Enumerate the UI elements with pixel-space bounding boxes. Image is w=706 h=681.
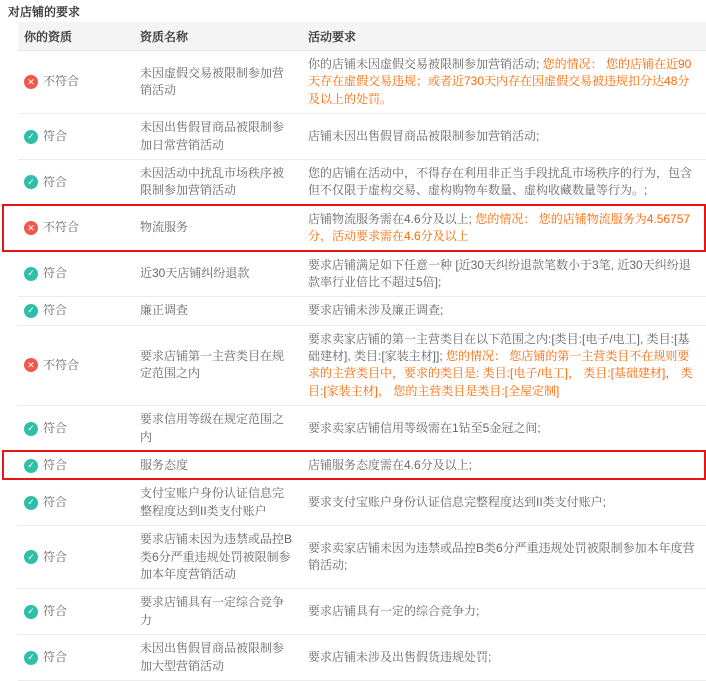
store-requirements-table [18, 22, 706, 681]
status-cell [18, 302, 140, 319]
qualification-name: 要求店铺具有一定综合竞争力 [140, 595, 285, 627]
qualification-name: 未因虚假交易被限制参加营销活动 [140, 65, 285, 98]
status-label: 符合 [43, 303, 68, 318]
check-circle-icon: ✓ [24, 422, 38, 436]
status-label: 不符合 [43, 357, 80, 372]
table-row [18, 589, 706, 635]
requirement-text: 要求店铺具有一定的综合竞争力; [308, 604, 480, 619]
status-cell [18, 603, 140, 620]
activity-requirement [308, 302, 706, 319]
violation-detail-text: 您的情况： 您的店铺物流服务为4.56757分，活动要求需在4.6分及以上 [308, 211, 691, 244]
table-row [18, 114, 706, 160]
table-row [18, 160, 706, 206]
status-cell [18, 174, 140, 191]
status-cell [18, 549, 140, 566]
table-row [18, 480, 706, 526]
status-cell [18, 649, 140, 666]
table-row [18, 51, 706, 114]
requirement-text: 要求卖家店铺未因为违禁或品控B类6分严重违规处罚被限制参加本年度营销活动; [308, 540, 695, 573]
status-label: 符合 [43, 649, 68, 664]
status-label: 符合 [43, 128, 68, 143]
requirement-text: 要求卖家店铺的第一主营类目在以下范围之内:[类目:[电子/电工], 类目:[基础建材], 类目:[家装主材]]; [308, 331, 690, 364]
cross-circle-icon: ✕ [24, 358, 38, 372]
requirement-text: 要求店铺满足如下任意一种 [近30天纠纷退款笔数小于3笔, 近30天纠纷退款率行业倍比不超过5倍]; [308, 257, 691, 289]
check-circle-icon: ✓ [24, 175, 38, 189]
table-row [18, 297, 706, 325]
check-circle-icon: ✓ [24, 459, 38, 473]
column-header-activity-requirement: 活动要求 [308, 29, 357, 44]
status-label: 符合 [43, 604, 68, 619]
column-header-your-qualification: 你的资质 [24, 29, 73, 44]
requirement-text: 要求支付宝账户身份认证信息完整程度达到II类支付账户; [308, 495, 607, 510]
activity-requirement [308, 540, 706, 575]
status-label: 符合 [43, 266, 68, 281]
status-label: 符合 [43, 495, 68, 510]
activity-requirement [308, 494, 706, 511]
status-label: 不符合 [43, 74, 80, 89]
requirement-text: 要求店铺未涉及出售假货违规处罚; [308, 649, 492, 664]
check-circle-icon: ✓ [24, 651, 38, 665]
requirement-text: 店铺未因出售假冒商品被限制参加营销活动; [308, 128, 540, 143]
table-row [18, 452, 706, 480]
qualification-name: 近30天店铺纠纷退款 [140, 266, 250, 281]
cross-circle-icon: ✕ [24, 221, 38, 235]
check-circle-icon: ✓ [24, 605, 38, 619]
check-circle-icon: ✓ [24, 496, 38, 510]
activity-requirement [308, 257, 706, 292]
requirement-text: 您的店铺在活动中，不得存在利用非正当手段扰乱市场秩序的行为，包含但不仅限于虚构交易、虚构购物车数量、虚构收藏数量等行为。; [308, 165, 693, 198]
qualification-name: 未因出售假冒商品被限制参加大型营销活动 [140, 641, 285, 673]
requirement-text: 店铺物流服务需在4.6分及以上; [308, 211, 476, 226]
qualification-name: 未因活动中扰乱市场秩序被限制参加营销活动 [140, 165, 285, 198]
table-row [18, 252, 706, 298]
qualification-name: 要求店铺第一主营类目在规定范围之内 [140, 349, 285, 381]
cross-circle-icon: ✕ [24, 75, 38, 89]
status-label: 不符合 [43, 220, 80, 235]
activity-requirement [308, 331, 706, 401]
qualification-name: 服务态度 [140, 458, 189, 473]
page-title: 对店铺的要求 [8, 5, 81, 19]
check-circle-icon: ✓ [24, 130, 38, 144]
activity-requirement [308, 56, 706, 108]
column-header-qualification-name: 资质名称 [140, 29, 189, 44]
qualification-name: 廉正调查 [140, 303, 189, 318]
qualification-name: 要求店铺未因为违禁或品控B类6分严重违规处罚被限制参加本年度营销活动 [140, 532, 293, 581]
qualification-name: 要求信用等级在规定范围之内 [140, 412, 285, 444]
table-body [18, 51, 706, 681]
status-cell [18, 265, 140, 282]
activity-requirement [308, 649, 706, 666]
qualification-name: 支付宝账户身份认证信息完整程度达到II类支付账户 [140, 486, 285, 518]
activity-requirement [308, 211, 706, 246]
status-label: 符合 [43, 174, 68, 189]
violation-detail-text: 您的情况： 您店铺的第一主营类目不在规则要求的主营类目中，要求的类目是: 类目:[电子/电工]， 类目:[基础建材]， 类目:[家装主材]， 您的主营类目是类目:[全屋定制] [308, 349, 693, 398]
activity-requirement [308, 128, 706, 145]
status-label: 符合 [43, 458, 68, 473]
status-cell [18, 73, 140, 90]
table-row [18, 206, 706, 252]
check-circle-icon: ✓ [24, 267, 38, 281]
status-cell [18, 420, 140, 437]
status-cell [18, 494, 140, 511]
status-label: 符合 [43, 420, 68, 435]
violation-detail-text: 您的情况： 您的店铺在近90天存在虚假交易违规；或者近730天内存在因虚假交易被违规扣分达48分及以上的处罚。 [308, 57, 692, 106]
activity-requirement [308, 457, 706, 474]
qualification-name: 物流服务 [140, 220, 189, 235]
table-row [18, 635, 706, 681]
requirement-text: 要求卖家店铺信用等级需在1钻至5金冠之间; [308, 420, 541, 435]
table-row [18, 406, 706, 452]
requirement-text: 你的店铺未因虚假交易被限制参加营销活动; [308, 57, 543, 71]
status-cell [18, 219, 140, 236]
activity-requirement [308, 603, 706, 620]
status-cell [18, 357, 140, 374]
check-circle-icon: ✓ [24, 304, 38, 318]
status-cell [18, 128, 140, 145]
qualification-name: 未因出售假冒商品被限制参加日常营销活动 [140, 120, 285, 152]
status-cell [18, 457, 140, 474]
requirement-text: 店铺服务态度需在4.6分及以上; [308, 458, 473, 473]
table-row [18, 326, 706, 407]
activity-requirement [308, 165, 706, 200]
status-label: 符合 [43, 549, 68, 564]
activity-requirement [308, 420, 706, 437]
table-row [18, 526, 706, 589]
check-circle-icon: ✓ [24, 550, 38, 564]
requirement-text: 要求店铺未涉及廉正调查; [308, 303, 444, 318]
table-header-row [18, 22, 706, 51]
